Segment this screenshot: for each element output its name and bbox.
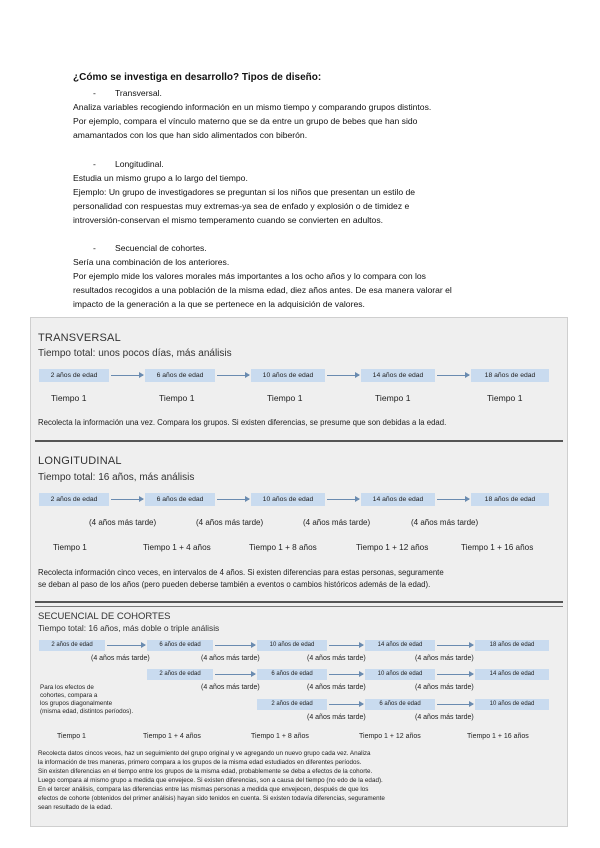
paragraph-line: introversión-conservan el mismo temperamento cuando se convierten en adultos. <box>73 215 384 225</box>
secuencial-note-line: efectos de cohorte (obtenidos del primer análisis) hayan sido tenidos en cuenta. Si existen todavía diferencias, seguramente <box>38 795 385 802</box>
divider <box>35 606 563 607</box>
age-box: 2 años de edad <box>39 640 105 651</box>
time-label: Tiempo 1 <box>267 393 303 403</box>
time-label: Tiempo 1 + 16 años <box>461 543 534 552</box>
secuencial-note-line: Recolecta datos cincos veces, haz un seguimiento del grupo original y ve agregando un nuevo grupo cada vez. Analiza <box>38 750 371 757</box>
paragraph-line: resultados recogidos a una población de la misma edad, diez años antes. De esa manera valorar el <box>73 285 452 295</box>
paragraph-line: amamantados con los que han sido alimentados con biberón. <box>73 130 308 140</box>
arrow <box>217 499 249 500</box>
arrow <box>111 499 143 500</box>
arrow <box>437 375 469 376</box>
interval-label: (4 años más tarde) <box>307 655 366 662</box>
time-label: Tiempo 1 + 8 años <box>249 543 317 552</box>
side-note-line: (misma edad, distintos períodos). <box>40 708 134 715</box>
interval-label: (4 años más tarde) <box>307 684 366 691</box>
age-box: 14 años de edad <box>475 669 549 680</box>
paragraph-line: Por ejemplo, compara el vínculo materno que se da entre un grupo de bebes que han sido <box>73 116 418 126</box>
age-box: 2 años de edad <box>39 493 109 506</box>
transversal-note: Recolecta la información una vez. Compara los grupos. Si existen diferencias, se presume que son debidas a la edad. <box>38 418 447 427</box>
time-label: Tiempo 1 <box>57 733 86 740</box>
arrow <box>437 499 469 500</box>
age-box: 14 años de edad <box>361 369 435 382</box>
age-box: 6 años de edad <box>145 493 215 506</box>
time-label: Tiempo 1 <box>159 393 195 403</box>
interval-label: (4 años más tarde) <box>303 518 371 527</box>
age-box: 2 años de edad <box>39 369 109 382</box>
arrow <box>327 375 359 376</box>
longitudinal-note-line: se deban al paso de los años (pero pueden deberse también a eventos o cambios históricos además de la edad). <box>38 580 431 589</box>
age-box: 18 años de edad <box>475 640 549 651</box>
arrow <box>329 645 363 646</box>
age-box: 6 años de edad <box>365 699 435 710</box>
arrow <box>329 674 363 675</box>
side-note-line: cohortes, compara a <box>40 692 98 699</box>
arrow <box>437 704 473 705</box>
age-box: 10 años de edad <box>365 669 435 680</box>
research-designs-figure <box>30 317 568 827</box>
secuencial-subtitle: Tiempo total: 16 años, más doble o triple análisis <box>38 623 220 633</box>
age-box: 10 años de edad <box>475 699 549 710</box>
time-label: Tiempo 1 + 16 años <box>467 733 529 740</box>
age-box: 14 años de edad <box>361 493 435 506</box>
age-box: 14 años de edad <box>365 640 435 651</box>
interval-label: (4 años más tarde) <box>196 518 264 527</box>
paragraph-line: impacto de la generación a la que se pertenece en la adquisición de valores. <box>73 299 365 309</box>
age-box: 2 años de edad <box>147 669 213 680</box>
age-box: 2 años de edad <box>257 699 327 710</box>
age-box: 6 años de edad <box>147 640 213 651</box>
transversal-subtitle: Tiempo total: unos pocos días, más análisis <box>38 348 232 359</box>
longitudinal-subtitle: Tiempo total: 16 años, más análisis <box>38 472 195 483</box>
arrow <box>327 499 359 500</box>
longitudinal-note-line: Recolecta información cinco veces, en intervalos de 4 años. Si existen diferencias para estas personas, seguramente <box>38 568 444 577</box>
age-box: 6 años de edad <box>145 369 215 382</box>
secuencial-note-line: sean resultado de la edad. <box>38 804 113 811</box>
page-heading: ¿Cómo se investiga en desarrollo? Tipos de diseño: <box>73 72 322 83</box>
arrow <box>215 645 255 646</box>
secuencial-note-line: En el tercer análisis, compara las diferencias entre las mismas personas a medida que envejecen, después de que los <box>38 786 369 793</box>
secuencial-note-line: Luego compara al mismo grupo a medida que envejece. Si existen diferencias, son a causa del tiempo (no edo de la edad). <box>38 777 383 784</box>
secuencial-title: SECUENCIAL DE COHORTES <box>38 611 171 622</box>
interval-label: (4 años más tarde) <box>415 714 474 721</box>
arrow <box>111 375 143 376</box>
secuencial-note-line: la información de tres maneras, primero compara a los grupos de la misma edad estudiados en diferentes períodos. <box>38 759 362 766</box>
arrow <box>107 645 145 646</box>
time-label: Tiempo 1 <box>53 543 87 552</box>
bullet-cohortes: - Secuencial de cohortes. <box>93 243 207 253</box>
arrow <box>437 645 473 646</box>
interval-label: (4 años más tarde) <box>201 655 260 662</box>
interval-label: (4 años más tarde) <box>201 684 260 691</box>
bullet-label: Secuencial de cohortes. <box>114 243 207 253</box>
time-label: Tiempo 1 <box>51 393 87 403</box>
arrow <box>217 375 249 376</box>
age-box: 6 años de edad <box>257 669 327 680</box>
age-box: 10 años de edad <box>251 493 325 506</box>
bullet-label: Longitudinal. <box>114 159 164 169</box>
time-label: Tiempo 1 + 8 años <box>251 733 309 740</box>
bullet-label: Transversal. <box>114 88 162 98</box>
bullet-longitudinal: - Longitudinal. <box>93 159 164 169</box>
time-label: Tiempo 1 + 4 años <box>143 733 201 740</box>
age-box: 10 años de edad <box>257 640 327 651</box>
age-box: 10 años de edad <box>251 369 325 382</box>
side-note-line: Para los efectos de <box>40 684 94 691</box>
age-box: 18 años de edad <box>471 369 549 382</box>
divider <box>35 601 563 603</box>
secuencial-note-line: Sin existen diferencias en el tiempo entre los grupos de la misma edad, probablemente se deba a efectos de la cohorte. <box>38 768 373 775</box>
arrow <box>215 674 255 675</box>
interval-label: (4 años más tarde) <box>415 684 474 691</box>
paragraph-line: Ejemplo: Un grupo de investigadores se preguntan si los niños que presentan un estilo de <box>73 187 416 197</box>
side-note-line: los grupos diagonalmente <box>40 700 113 707</box>
paragraph-line: Analiza variables recogiendo información en un mismo tiempo y comparando grupos distintos. <box>73 102 432 112</box>
time-label: Tiempo 1 <box>487 393 523 403</box>
paragraph-line: Estudia un mismo grupo a lo largo del tiempo. <box>73 173 248 183</box>
transversal-title: TRANSVERSAL <box>38 332 121 344</box>
interval-label: (4 años más tarde) <box>89 518 157 527</box>
paragraph-line: Sería una combinación de los anteriores. <box>73 257 230 267</box>
time-label: Tiempo 1 <box>375 393 411 403</box>
divider <box>35 440 563 442</box>
longitudinal-title: LONGITUDINAL <box>38 455 122 467</box>
paragraph-line: personalidad con respuestas muy extremas-ya sea de enfado y explosión o de timidez e <box>73 201 410 211</box>
time-label: Tiempo 1 + 12 años <box>359 733 421 740</box>
time-label: Tiempo 1 + 12 años <box>356 543 429 552</box>
arrow <box>437 674 473 675</box>
interval-label: (4 años más tarde) <box>415 655 474 662</box>
arrow <box>329 704 363 705</box>
interval-label: (4 años más tarde) <box>91 655 150 662</box>
bullet-transversal: - Transversal. <box>93 88 162 98</box>
interval-label: (4 años más tarde) <box>307 714 366 721</box>
age-box: 18 años de edad <box>471 493 549 506</box>
paragraph-line: Por ejemplo mide los valores morales más importantes a los ocho años y lo compara con los <box>73 271 426 281</box>
interval-label: (4 años más tarde) <box>411 518 479 527</box>
time-label: Tiempo 1 + 4 años <box>143 543 211 552</box>
